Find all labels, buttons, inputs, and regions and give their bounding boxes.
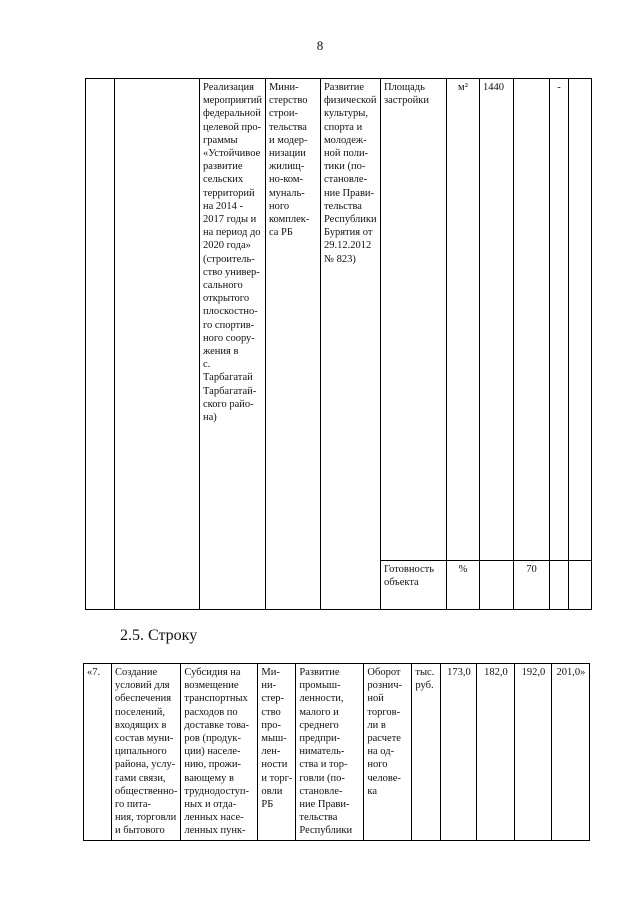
cell-value-3: [549, 561, 568, 610]
cell-task: Создание условий для обеспечения поселений, входящих в состав муни- ципального района, услу- гами связи, общественно- го пита- ния, торговли и бытового: [112, 664, 181, 841]
table-row: [84, 664, 590, 841]
cell-executor: Ми- ни- стер- ство про- мыш- лен- ности и торг- овли РБ: [258, 664, 296, 841]
cell-activity: Реализация мероприятий федеральной целевой про- граммы «Устойчивое развитие сельских территорий на 2014 - 2017 годы и на период до 2020 года» (строитель- ство универ- сального открытого плоскостно- го спортив- ного соору- жения в с. Тарбагатай Тарбагатай- ского райо- на): [200, 79, 266, 610]
cell-value-2: 70: [513, 561, 549, 610]
cell-value-1: [479, 561, 513, 610]
cell-task: [115, 79, 200, 610]
cell-value-4: [568, 79, 591, 561]
cell-program: Развитие промыш- ленности, малого и среднего предпри- ниматель- ства и тор- говли (по- становле- ние Прави- тельства Республики: [296, 664, 364, 841]
cell-indicator: Площадь застройки: [380, 79, 446, 561]
cell-value-2: 182,0: [477, 664, 515, 841]
cell-value-1: 1440: [479, 79, 513, 561]
cell-value-3: -: [549, 79, 568, 561]
cell-number: [86, 79, 115, 610]
cell-unit: м²: [446, 79, 479, 561]
cell-value-4: 201,0»: [552, 664, 590, 841]
cell-unit: %: [446, 561, 479, 610]
cell-activity: Субсидия на возмещение транспортных расходов по доставке това- ров (продук- ции) населе- нию, прожи- вающему в труднодоступ- ных и отда- ленных насе- ленных пунк-: [181, 664, 258, 841]
cell-value-1: 173,0: [441, 664, 477, 841]
cell-indicator: Готовность объекта: [380, 561, 446, 610]
cell-indicator: Оборот рознич- ной торгов- ли в расчете на од- ного челове- ка: [364, 664, 412, 841]
cell-value-3: 192,0: [515, 664, 552, 841]
table-row: [86, 79, 592, 561]
page-number: 8: [316, 38, 324, 53]
table-1: [85, 78, 592, 610]
table-2: [83, 663, 590, 841]
cell-unit: тыс. руб.: [412, 664, 441, 841]
cell-executor: Мини- стерство строи- тельства и модер- низации жилищ- но-ком- муналь- ного комплек- са РБ: [265, 79, 320, 610]
program-table-1: [85, 78, 592, 610]
program-table-2: [83, 663, 590, 841]
cell-number: «7.: [84, 664, 112, 841]
cell-value-4: [568, 561, 591, 610]
cell-value-2: [513, 79, 549, 561]
section-heading: 2.5. Строку: [120, 627, 198, 644]
cell-program: Развитие физической культуры, спорта и молодеж- ной поли- тики (по- становле- ние Прави- тельства Республики Бурятия от 29.12.2012 № 823): [320, 79, 380, 610]
